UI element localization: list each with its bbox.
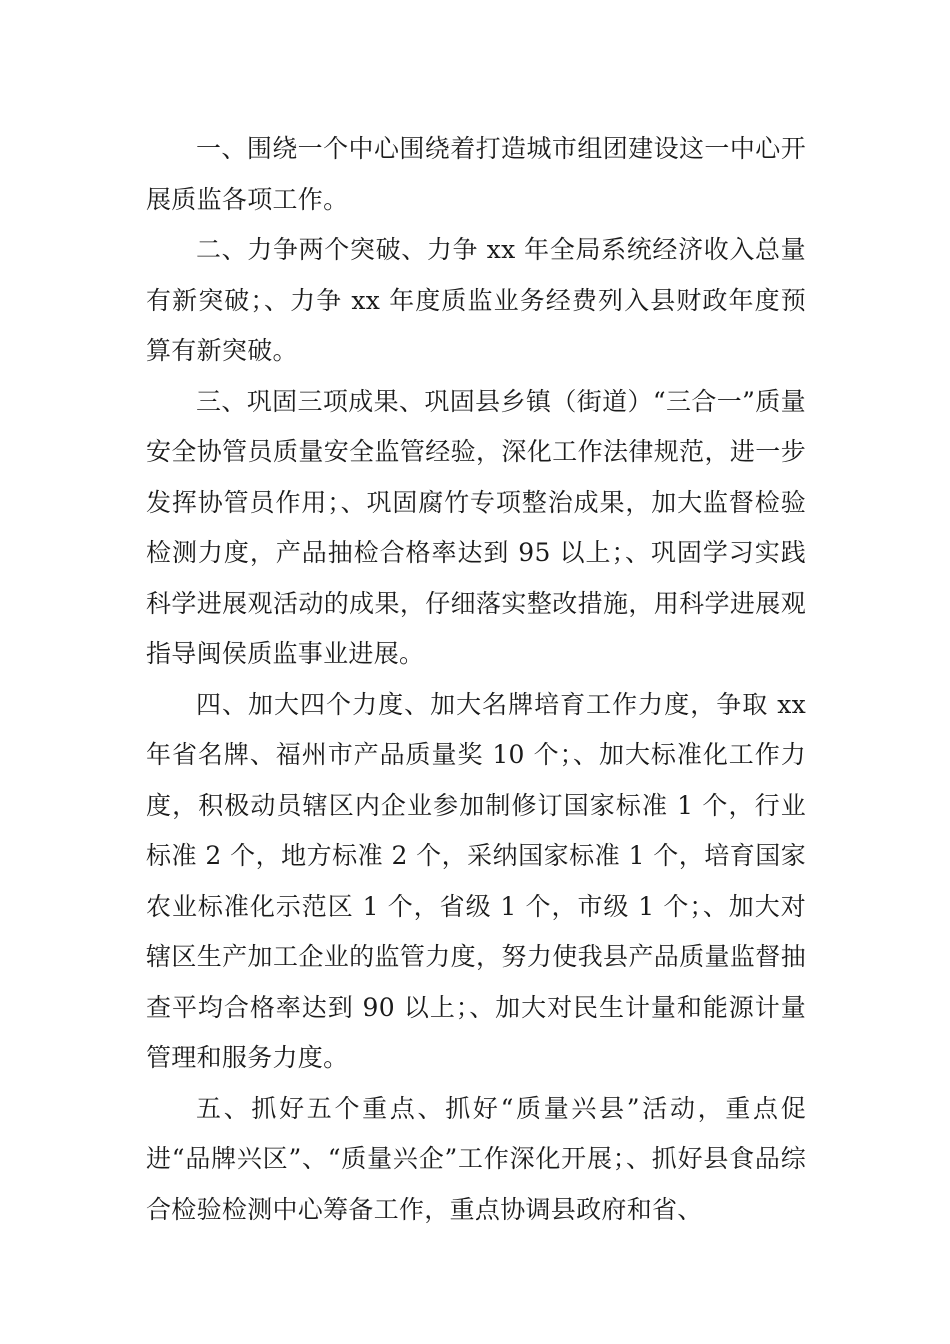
paragraph-4: 四、加大四个力度、加大名牌培育工作力度，争取 xx 年省名牌、福州市产品质量奖 10 个；、加大标准化工作力度，积极动员辖区内企业参加制修订国家标准 1 个，行业标准 2 个，地方标准 2 个，采纳国家标准 1 个，培育国家农业标准化示范区 1 个，省级 1 个，市级 1 个；、加大对辖区生产加工企业的监管力度，努力使我县产品质量监督抽查平均合格率达到 90 以上；、加大对民生计量和能源计量管理和服务力度。 (146, 689, 806, 1072)
document-body (146, 124, 806, 1235)
paragraph-2: 二、力争两个突破、力争 xx 年全局系统经济收入总量有新突破；、力争 xx 年度质监业务经费列入县财政年度预算有新突破。 (146, 235, 806, 365)
paragraph-1: 一、围绕一个中心围绕着打造城市组团建设这一中心开展质监各项工作。 (146, 134, 806, 214)
paragraph-3: 三、巩固三项成果、巩固县乡镇（街道）“三合一”质量安全协管员质量安全监管经验，深化工作法律规范，进一步发挥协管员作用；、巩固腐竹专项整治成果，加大监督检验检测力度，产品抽检合格率达到 95 以上；、巩固学习实践科学进展观活动的成果，仔细落实整改措施，用科学进展观指导闽侯质监事业进展。 (146, 386, 806, 668)
paragraph-5: 五、抓好五个重点、抓好“质量兴县”活动，重点促进“品牌兴区”、“质量兴企”工作深化开展；、抓好县食品综合检验检测中心筹备工作，重点协调县政府和省、 (146, 1093, 806, 1224)
